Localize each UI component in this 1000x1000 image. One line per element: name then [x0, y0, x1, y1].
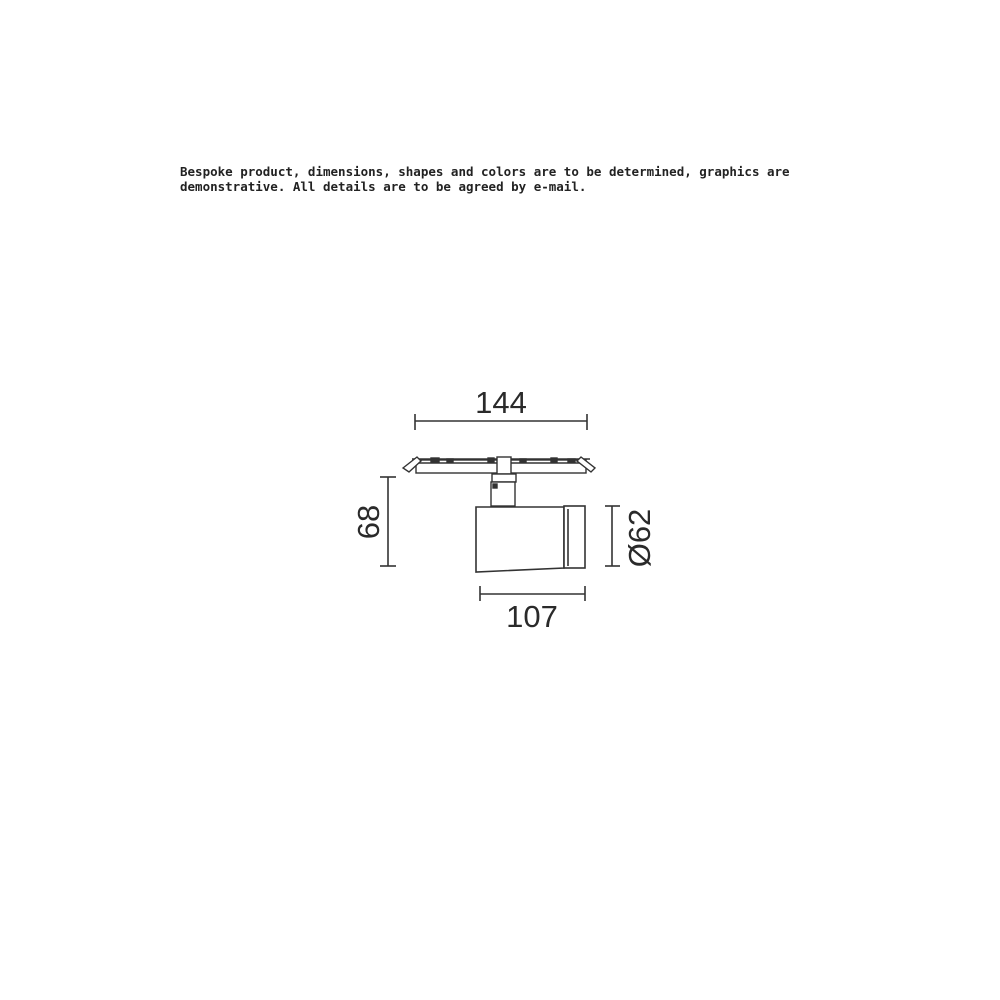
diameter-dimension-label: Ø62 [622, 508, 657, 568]
track-adapter [403, 457, 595, 474]
stem [491, 474, 516, 506]
height-dimension-label: 68 [351, 504, 386, 540]
disclaimer-line-1: Bespoke product, dimensions, shapes and colors are to be determined, graphics are [180, 164, 790, 179]
lamp-head [476, 506, 585, 572]
diameter-dimension [605, 506, 620, 566]
length-dimension-label: 107 [506, 599, 558, 634]
disclaimer-line-2: demonstrative. All details are to be agreed by e-mail. [180, 179, 587, 194]
width-dimension-label: 144 [475, 385, 527, 420]
